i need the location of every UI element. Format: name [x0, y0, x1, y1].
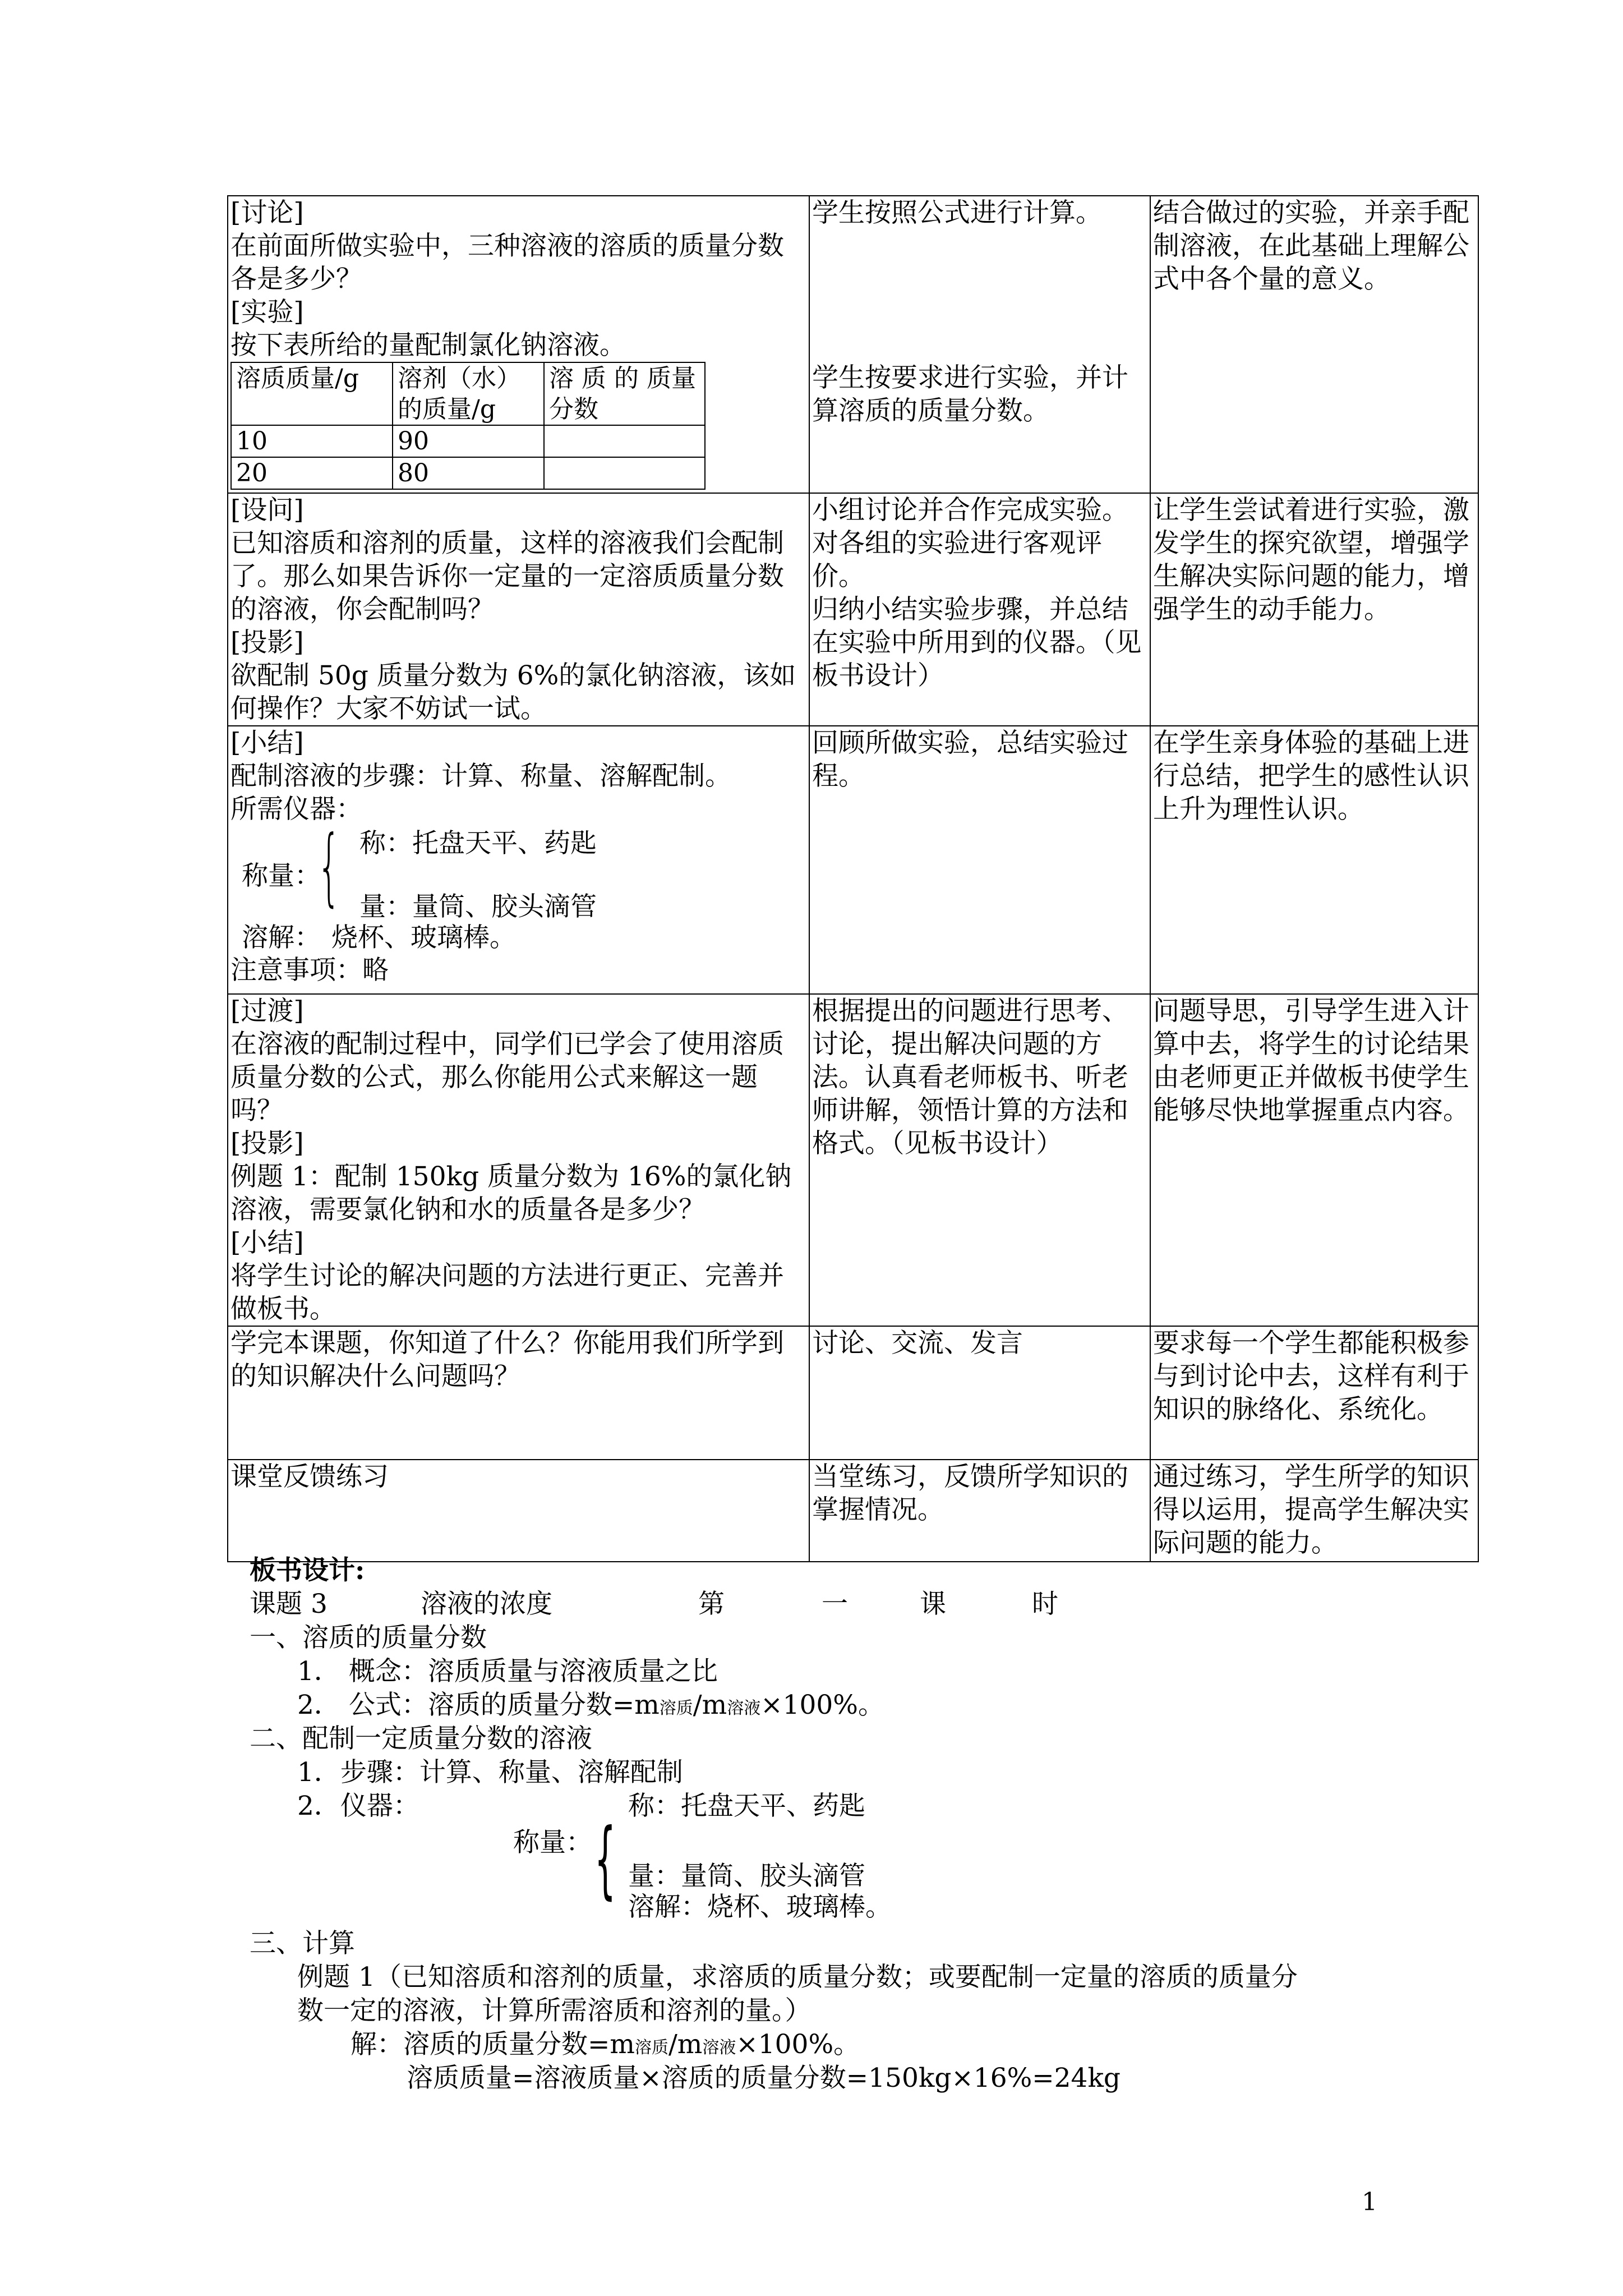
text-line: 让学生尝试着进行实验，激发学生的探究欲望，增强学生解决实际问题的能力，增强学生的动手能力。	[1153, 495, 1469, 625]
formula-text: /m	[668, 2029, 703, 2060]
lesson-topic: 溶液的浓度	[421, 1589, 552, 1619]
table-row	[228, 493, 1478, 726]
table-header-row	[231, 362, 705, 425]
formula-subscript: 溶质	[634, 2038, 668, 2058]
column-header: 溶 质 的 质量分数	[544, 362, 705, 425]
text-line: [小结]	[230, 1227, 304, 1258]
concept-line: 1． 概念：溶质质量与溶液质量之比	[297, 1656, 718, 1687]
formula-line	[297, 1688, 884, 1726]
solution-line	[351, 2028, 860, 2065]
table-row	[231, 425, 705, 457]
text-line: [讨论]	[230, 197, 304, 228]
intent-cell	[1150, 493, 1478, 726]
brace-icon: {	[594, 1811, 616, 1908]
teacher-cell	[228, 196, 809, 493]
text-line: 学完本课题，你知道了什么？你能用我们所学到的知识解决什么问题吗？	[230, 1328, 784, 1392]
lesson-period-char: 一	[822, 1589, 848, 1619]
solution-amount-table	[230, 362, 706, 490]
lesson-number: 课题 3	[250, 1589, 328, 1619]
text-line: [实验]	[230, 297, 304, 328]
formula-text: 解：溶质的质量分数=m	[351, 2029, 635, 2060]
text-line: 结合做过的实验，并亲手配制溶液，在此基础上理解公式中各个量的意义。	[1153, 197, 1469, 295]
table-row	[228, 1326, 1478, 1460]
column-header: 溶质质量/g	[231, 362, 393, 425]
table-row	[231, 457, 705, 489]
text-line: 欲配制 50g 质量分数为 6%的氯化钠溶液，该如何操作？大家不妨试一试。	[230, 660, 796, 724]
table-cell: 90	[393, 425, 544, 457]
dissolve-label: 溶解：	[242, 922, 321, 953]
weigh-lower: 量：量筒、胶头滴管	[628, 1861, 865, 1892]
teacher-cell	[228, 1326, 809, 1460]
intent-cell	[1150, 1326, 1478, 1460]
student-cell	[809, 726, 1150, 994]
table-cell: 20	[231, 457, 393, 489]
lesson-period-char: 时	[1032, 1589, 1058, 1619]
text-line: 回顾所做实验，总结实验过程。	[812, 728, 1128, 792]
text-line: 问题导思，引导学生进入计算中去，将学生的讨论结果由老师更正并做板书使学生能够尽快地掌握重点内容。	[1153, 996, 1469, 1126]
text-line: 已知溶质和溶剂的质量，这样的溶液我们会配制了。那么如果告诉你一定量的一定溶质质量分数的溶液，你会配制吗？	[230, 528, 784, 625]
text-line: 小组讨论并合作完成实验。对各组的实验进行客观评价。	[812, 495, 1128, 592]
lesson-period-char: 课	[920, 1589, 946, 1619]
section-heading: 一、溶质的质量分数	[250, 1622, 487, 1653]
text-line: [设问]	[230, 495, 304, 526]
text-line: 所需仪器：	[230, 794, 362, 825]
table-row	[228, 1460, 1478, 1562]
text-line: 在前面所做实验中，三种溶液的溶质的质量分数各是多少？	[230, 231, 784, 295]
text-line: 要求每一个学生都能积极参与到讨论中去，这样有利于知识的脉络化、系统化。	[1153, 1328, 1469, 1425]
teacher-cell	[228, 1460, 809, 1562]
intent-cell	[1150, 726, 1478, 994]
student-cell	[809, 196, 1150, 493]
dissolve-line: 溶解：烧杯、玻璃棒。	[628, 1892, 892, 1922]
section-heading: 二、配制一定质量分数的溶液	[250, 1723, 592, 1754]
text-line: 将学生讨论的解决问题的方法进行更正、完善并做板书。	[230, 1260, 784, 1324]
formula-subscript: 溶液	[702, 2038, 736, 2058]
formula-text: ×100%。	[736, 2029, 860, 2060]
text-line: 在溶液的配制过程中，同学们已学会了使用溶质质量分数的公式，那么你能用公式来解这一题吗？	[230, 1029, 784, 1126]
text-line: 讨论、交流、发言	[812, 1328, 1023, 1359]
section-heading: 三、计算	[250, 1928, 355, 1959]
weigh-lower: 量：量筒、胶头滴管	[359, 891, 597, 922]
text-line: [小结]	[230, 728, 304, 758]
student-cell	[809, 493, 1150, 726]
student-cell	[809, 1326, 1150, 1460]
table-cell	[544, 425, 705, 457]
intent-cell	[1150, 196, 1478, 493]
example-line: 数一定的溶液，计算所需溶质和溶剂的量。）	[297, 1995, 811, 2026]
lesson-table	[227, 195, 1479, 1562]
table-cell: 10	[231, 425, 393, 457]
text-line: 学生按要求进行实验，并计算溶质的质量分数。	[812, 362, 1128, 426]
text-line: [过渡]	[230, 996, 304, 1027]
student-cell	[809, 1460, 1150, 1562]
table-cell	[544, 457, 705, 489]
student-cell	[809, 994, 1150, 1326]
formula-subscript: 溶质	[659, 1699, 693, 1718]
text-line: 在学生亲身体验的基础上进行总结，把学生的感性认识上升为理性认识。	[1153, 728, 1469, 825]
formula-text: /m	[693, 1690, 727, 1720]
text-line: 根据提出的问题进行思考、讨论，提出解决问题的方法。认真看老师板书、听老师讲解，领悟计算的方法和格式。（见板书设计）	[812, 996, 1128, 1159]
dissolve-items: 烧杯、玻璃棒。	[331, 922, 516, 953]
intent-cell	[1150, 994, 1478, 1326]
lesson-period-char: 第	[698, 1589, 725, 1619]
weigh-label: 称量：	[513, 1827, 592, 1858]
table-cell: 80	[393, 457, 544, 489]
text-line: 例题 1：配制 150kg 质量分数为 16%的氯化钠溶液，需要氯化钠和水的质量各是多少？	[230, 1161, 792, 1225]
column-header: 溶剂（水）的质量/g	[393, 362, 544, 425]
weigh-label: 称量：	[242, 861, 321, 891]
text-line: 配制溶液的步骤：计算、称量、溶解配制。	[230, 761, 731, 792]
weigh-upper: 称：托盘天平、药匙	[359, 828, 597, 859]
instrument-brace-group	[230, 818, 806, 953]
text-line: [投影]	[230, 627, 304, 658]
text-line: 注意事项：略	[230, 955, 389, 986]
formula-text: ×100%。	[760, 1690, 884, 1720]
steps-line: 1．步骤：计算、称量、溶解配制	[297, 1757, 683, 1788]
board-heading: 板书设计:	[250, 1555, 365, 1586]
intent-cell	[1150, 1460, 1478, 1562]
brace-icon: {	[317, 818, 342, 915]
teacher-cell	[228, 493, 809, 726]
teacher-cell	[228, 994, 809, 1326]
table-row	[228, 196, 1478, 493]
example-line: 例题 1（已知溶质和溶剂的质量，求溶质的质量分数；或要配制一定量的溶质的质量分	[297, 1962, 1298, 1993]
weigh-upper: 称：托盘天平、药匙	[628, 1791, 865, 1821]
text-line: 课堂反馈练习	[230, 1461, 389, 1492]
text-line: 归纳小结实验步骤，并总结在实验中所用到的仪器。（见板书设计）	[812, 594, 1142, 691]
solution-line: 溶质质量=溶液质量×溶质的质量分数=150kg×16%=24kg	[407, 2063, 1121, 2093]
formula-text: 2． 公式：溶质的质量分数=m	[297, 1690, 660, 1720]
instruments-line: 2．仪器：	[297, 1791, 419, 1821]
formula-subscript: 溶液	[727, 1699, 761, 1718]
table-row	[228, 726, 1478, 994]
text-line: 通过练习，学生所学的知识得以运用，提高学生解决实际问题的能力。	[1153, 1461, 1469, 1558]
teacher-cell	[228, 726, 809, 994]
text-line: 当堂练习，反馈所学知识的掌握情况。	[812, 1461, 1128, 1525]
table-row	[228, 994, 1478, 1326]
text-line: 学生按照公式进行计算。	[812, 197, 1102, 228]
page-number: 1	[1362, 2188, 1377, 2216]
text-line: [投影]	[230, 1128, 304, 1159]
text-line: 按下表所给的量配制氯化钠溶液。	[230, 330, 626, 361]
